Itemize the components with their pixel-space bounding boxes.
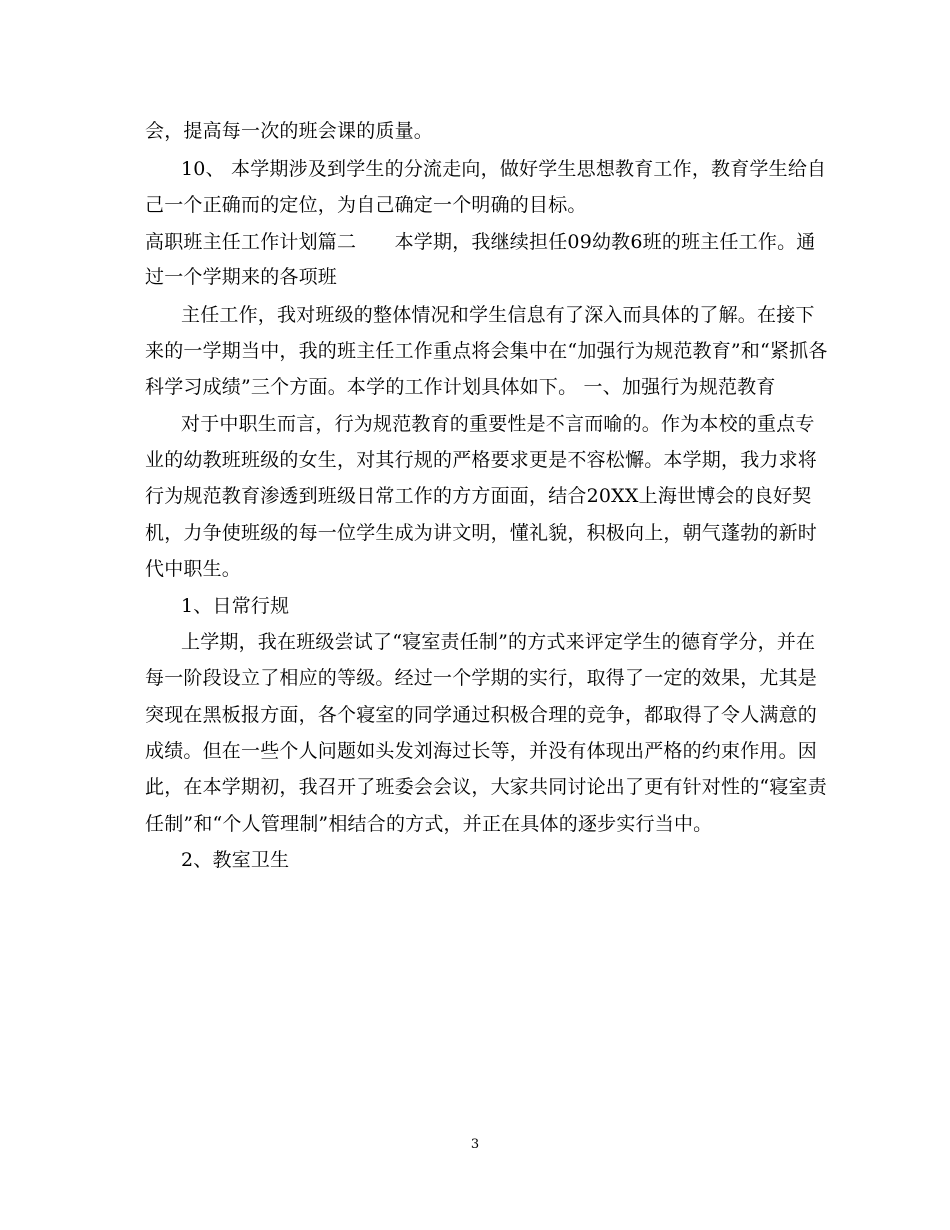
text-line: 主任工作，我对班级的整体情况和学生信息有了深入而具体的了解。在接下 [181, 304, 815, 326]
subheading-line: 2、教室卫生 [181, 849, 290, 871]
text-line: 成绩。但在一些个人问题如头发刘海过长等，并没有体现出严格的约束作用。因 [145, 740, 818, 762]
subheading-line: 1、日常行规 [181, 595, 290, 617]
text-line: 每一阶段设立了相应的等级。经过一个学期的实行，取得了一定的效果，尤其是 [145, 667, 818, 689]
text-line: 任制”和“个人管理制”相结合的方式，并正在具体的逐步实行当中。 [145, 813, 713, 835]
text-line: 会，提高每一次的班会课的质量。 [145, 120, 434, 142]
page-number: 3 [470, 1137, 480, 1152]
text-line: 过一个学期来的各项班 [145, 266, 338, 288]
text-line: 上学期，我在班级尝试了“寝室责任制”的方式来评定学生的德育学分，并在 [181, 631, 816, 653]
text-line: 代中职生。 [145, 558, 242, 580]
text-line: 对于中职生而言，行为规范教育的重要性是不言而喻的。作为本校的重点专 [181, 413, 815, 435]
text-line: 己一个正确而的定位，为自己确定一个明确的目标。 [145, 194, 587, 216]
text-line: 科学习成绩”三个方面。本学的工作计划具体如下。 一、加强行为规范教育 [145, 376, 776, 398]
text-line: 行为规范教育渗透到班级日常工作的方方面面，结合20XX上海世博会的良好契 [145, 485, 812, 507]
text-line: 来的一学期当中，我的班主任工作重点将会集中在“加强行为规范教育”和“紧抓各 [145, 340, 828, 362]
section-heading-line: 高职班主任工作计划篇二 本学期，我继续担任09幼教6班的班主任工作。通 [145, 231, 816, 253]
text-line: 10、 本学期涉及到学生的分流走向，做好学生思想教育工作，教育学生给自 [181, 158, 827, 180]
text-line: 业的幼教班班级的女生，对其行规的严格要求更是不容松懈。本学期，我力求将 [145, 449, 818, 471]
text-line: 此，在本学期初，我召开了班委会会议，大家共同讨论出了更有针对性的“寝室责 [145, 776, 827, 798]
text-line: 突现在黑板报方面，各个寝室的同学通过积极合理的竞争，都取得了令人满意的 [145, 704, 818, 726]
text-line: 机，力争使班级的每一位学生成为讲文明，懂礼貌，积极向上，朝气蓬勃的新时 [145, 522, 818, 544]
